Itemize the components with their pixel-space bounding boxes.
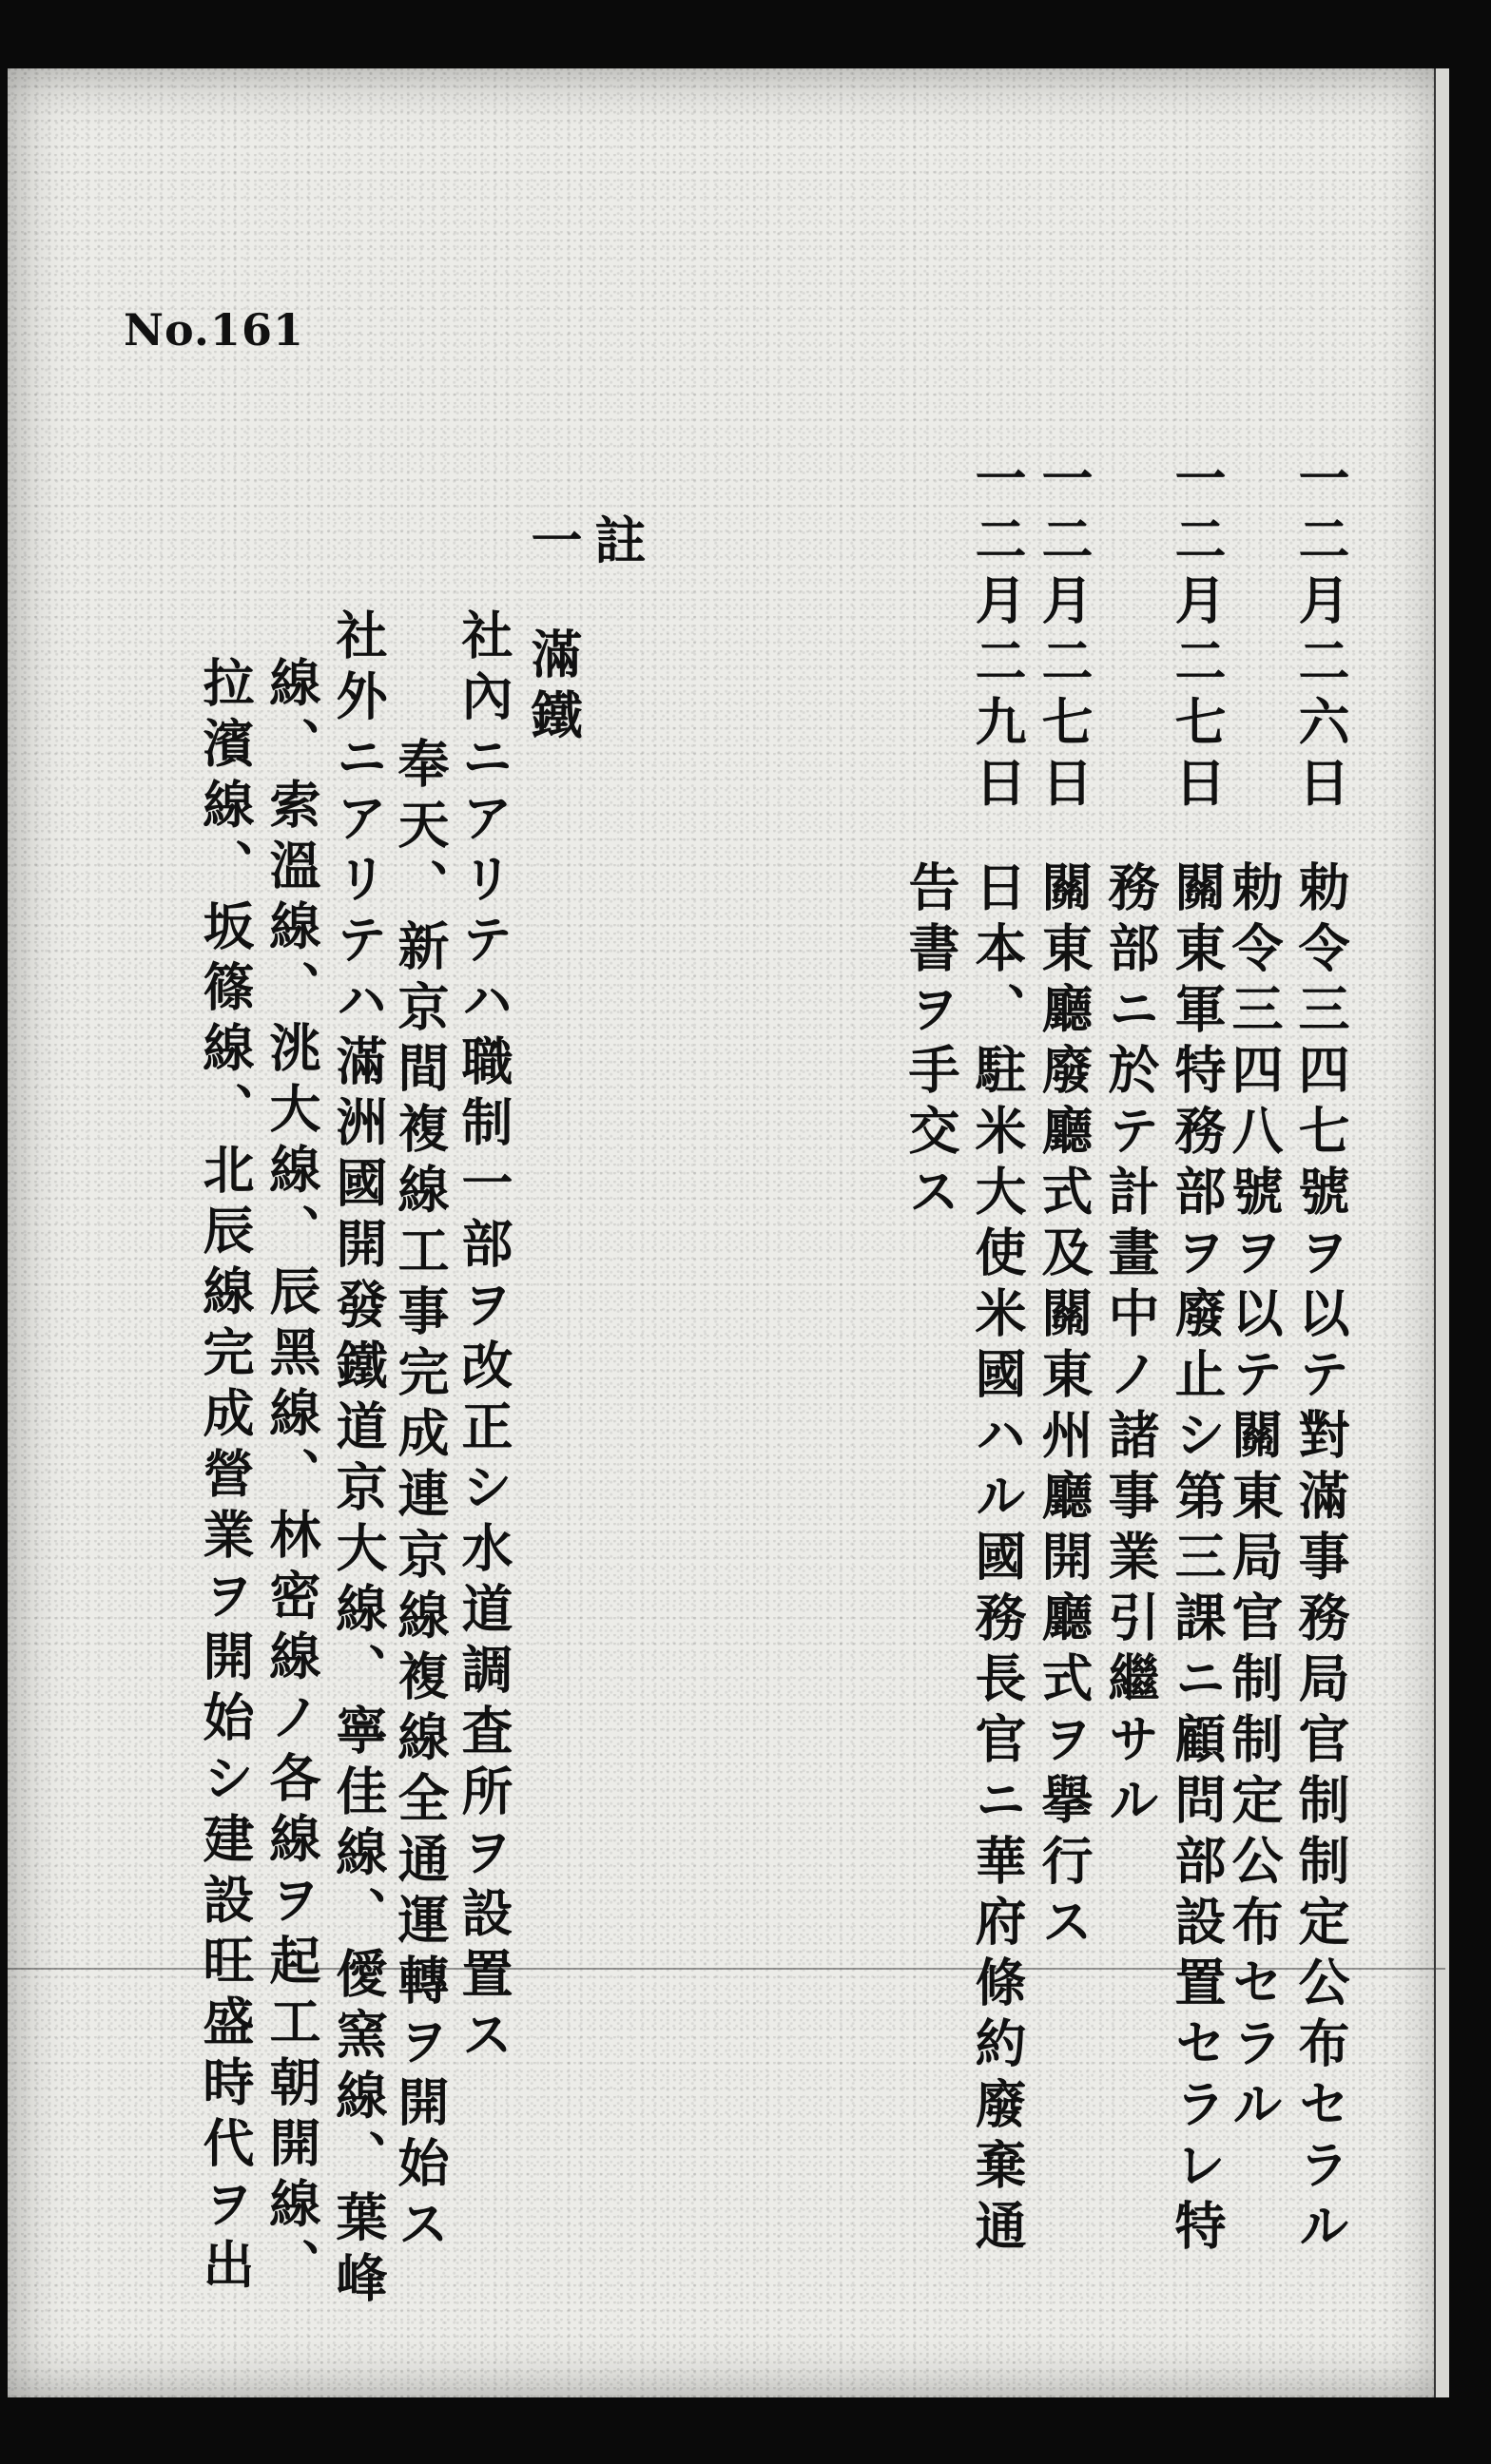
note-section: 滿鐵: [523, 627, 584, 749]
note-heading: 註: [587, 513, 648, 574]
entry-date: 一二月二七日: [1167, 452, 1228, 817]
note-line: 線、索溫線、洮大線、辰黑線、林密線ノ各線ヲ起工朝開線、: [261, 656, 322, 2299]
page-number: No.161: [124, 304, 304, 356]
entry-text: 關東廳廢廳式及關東州廳開廳式ヲ擧行ス: [1034, 860, 1094, 1955]
entry-text: 關東軍特務部ヲ廢止シ第三課ニ顧問部設置セラレ特: [1167, 860, 1228, 2260]
note-number: 一: [523, 513, 584, 574]
entry-date: 一二月二七日: [1034, 452, 1094, 817]
note-line: 拉濱線、坂篠線、北辰線完成營業ヲ開始シ建設旺盛時代ヲ出: [195, 656, 256, 2299]
entry-text: 勅令三四八號ヲ以テ關東局官制制定公布セラル: [1224, 860, 1285, 2138]
entry-date: 一二月二六日: [1290, 452, 1351, 817]
entry-text: 日本、駐米大使米國ハル國務長官ニ華府條約廢棄通: [967, 860, 1028, 2260]
entry-date: 一二月二九日: [967, 452, 1028, 817]
page-edge: [1434, 68, 1449, 2397]
note-line: 社外ニアリテハ滿洲國開發鐵道京大線、寧佳線、僾窯線、葉峰: [328, 608, 389, 2312]
entry-text: 勅令三四七號ヲ以テ對滿事務局官制制定公布セラル: [1290, 860, 1351, 2260]
entry-text: 務部ニ於テ計畫中ノ諸事業引繼サル: [1100, 860, 1161, 1834]
note-line: 社內ニアリテハ職制一部ヲ改正シ水道調査所ヲ設置ス: [454, 608, 514, 2069]
note-line: 奉天、新京間複線工事完成連京線複線全通運轉ヲ開始ス: [390, 737, 451, 2258]
entry-text: 告書ヲ手交ス: [900, 860, 961, 1225]
